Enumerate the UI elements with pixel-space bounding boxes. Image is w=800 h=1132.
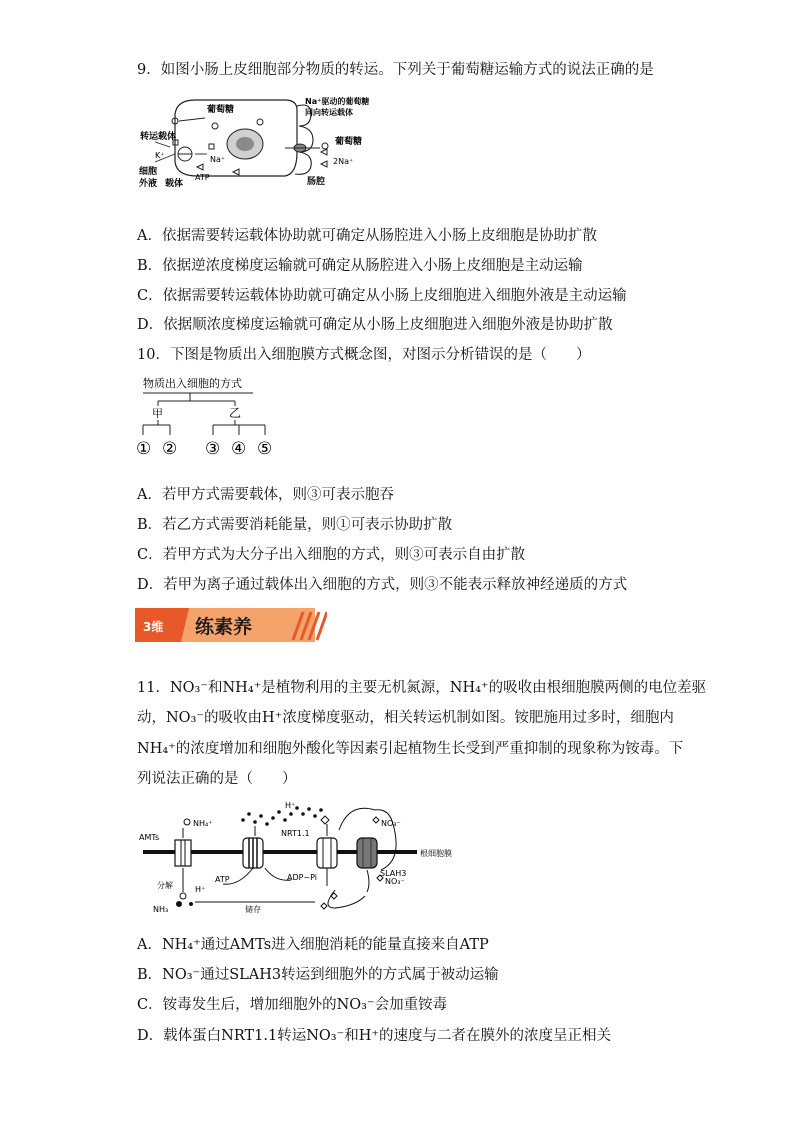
- q11-option-c[interactable]: C．铵毒发生后，增加细胞外的NO₃⁻会加重铵毒: [137, 997, 448, 1013]
- q9-option-c[interactable]: C．依据需要转运载体协助就可确定从小肠上皮细胞进入细胞外液是主动运输: [137, 288, 627, 304]
- q10-node-1: ①: [136, 439, 152, 459]
- q11-proton-dots: [241, 806, 323, 826]
- q11-option-b[interactable]: B．NO₃⁻通过SLAH3转运到细胞外的方式属于被动运输: [137, 967, 499, 983]
- q11-line-3: NH₄⁺的浓度增加和细胞外酸化等因素引起植物生长受到严重抑制的现象称为铵毒。下: [137, 741, 684, 757]
- q11-option-a[interactable]: A．NH₄⁺通过AMTs进入细胞消耗的能量直接来自ATP: [137, 937, 489, 953]
- q9-label-2na: 2Na⁺: [333, 157, 354, 166]
- q9-figure-intestinal-cell: [135, 92, 395, 192]
- section-banner: [135, 606, 327, 646]
- q11-label-atp: ATP: [215, 875, 230, 884]
- q9-label-cotransporter-1: Na⁺驱动的葡萄糖: [305, 97, 370, 106]
- q11-option-d[interactable]: D．载体蛋白NRT1.1转运NO₃⁻和H⁺的速度与二者在膜外的浓度呈正相关: [137, 1028, 612, 1044]
- q9-label-atp: ATP: [195, 173, 210, 182]
- q11-amts-channel: [175, 840, 191, 866]
- q11-label-slah3: SLAH3: [380, 869, 407, 878]
- q11-label-amts: AMTs: [139, 833, 160, 842]
- q9-label-na: Na⁺: [210, 155, 226, 164]
- q10-option-c[interactable]: C．若甲方式为大分子出入细胞的方式，则③可表示自由扩散: [137, 547, 526, 563]
- q10-node-2: ②: [162, 439, 178, 459]
- q11-label-membrane: 根细胞膜: [420, 849, 452, 858]
- q10-node-4: ④: [231, 439, 247, 459]
- q9-stem: 9．如图小肠上皮细胞部分物质的转运。下列关于葡萄糖运输方式的说法正确的是: [137, 62, 654, 78]
- q11-slah3-channel: [357, 838, 377, 868]
- q9-label-extracellular-2: 外液: [139, 179, 158, 189]
- q11-label-decompose: 分解: [157, 881, 173, 890]
- q9-option-b[interactable]: B．依据逆浓度梯度运输就可确定从肠腔进入小肠上皮细胞是主动运输: [137, 258, 583, 274]
- q11-label-no3-bottom: NO₃⁻: [385, 877, 405, 886]
- q9-label-transporter: 转运载体: [140, 132, 177, 142]
- q9-option-a[interactable]: A．依据需要转运载体协助就可确定从肠腔进入小肠上皮细胞是协助扩散: [137, 228, 597, 244]
- q11-label-nrt: NRT1.1: [281, 829, 310, 838]
- q9-label-glucose-out: 葡萄糖: [335, 137, 363, 147]
- q10-option-a[interactable]: A．若甲方式需要载体，则③可表示胞吞: [137, 487, 394, 503]
- q11-line-2: 动，NO₃⁻的吸收由H⁺浓度梯度驱动，相关转运机制如图。铵肥施用过多时，细胞内: [137, 710, 674, 726]
- q11-line-4: 列说法正确的是（ ）: [137, 771, 297, 787]
- q9-nucleolus: [236, 137, 254, 151]
- q11-label-h-top: H⁺: [285, 801, 296, 810]
- q11-label-no3-top: NO₃⁻: [381, 819, 401, 828]
- q11-label-nh3: NH₃: [153, 905, 169, 914]
- q11-figure-root-membrane: [135, 800, 475, 915]
- q10-concept-tree: [135, 375, 285, 467]
- q10-option-d[interactable]: D．若甲为离子通过载体出入细胞的方式，则③不能表示释放神经递质的方式: [137, 577, 628, 593]
- q9-label-carrier: 载体: [165, 179, 184, 189]
- q9-label-cotransporter-2: 同向转运载体: [305, 108, 353, 117]
- q11-label-adp: ADP~Pi: [287, 873, 318, 882]
- q11-label-h-bottom: H⁺: [195, 885, 206, 894]
- q11-line-1: 11．NO₃⁻和NH₄⁺是植物利用的主要无机氮源，NH₄⁺的吸收由根细胞膜两侧的电位差驱: [137, 680, 707, 696]
- q10-node-5: ⑤: [257, 439, 273, 459]
- q9-label-k: K⁺: [155, 151, 165, 160]
- q10-yi-label: 乙: [229, 406, 242, 420]
- q10-node-3: ③: [205, 439, 221, 459]
- q10-option-b[interactable]: B．若乙方式需要消耗能量，则①可表示协助扩散: [137, 517, 453, 533]
- q11-nrt-transporter: [317, 838, 337, 868]
- q10-stem: 10．下图是物质出入细胞膜方式概念图，对图示分析错误的是（ ）: [137, 347, 591, 363]
- q10-root-label: 物质出入细胞的方式: [143, 377, 242, 390]
- q11-label-storage: 储存: [245, 905, 261, 914]
- q11-label-nh4: NH₄⁺: [193, 819, 213, 828]
- q9-label-extracellular-1: 细胞: [139, 167, 158, 177]
- q9-label-lumen: 肠腔: [307, 177, 326, 187]
- q9-label-glucose-in: 葡萄糖: [207, 105, 235, 115]
- q9-option-d[interactable]: D．依据顺浓度梯度运输就可确定从小肠上皮细胞进入细胞外液是协助扩散: [137, 317, 613, 333]
- banner-title: 练素养: [195, 616, 253, 638]
- q10-jia-label: 甲: [152, 407, 163, 420]
- banner-tag: 3维: [143, 620, 164, 634]
